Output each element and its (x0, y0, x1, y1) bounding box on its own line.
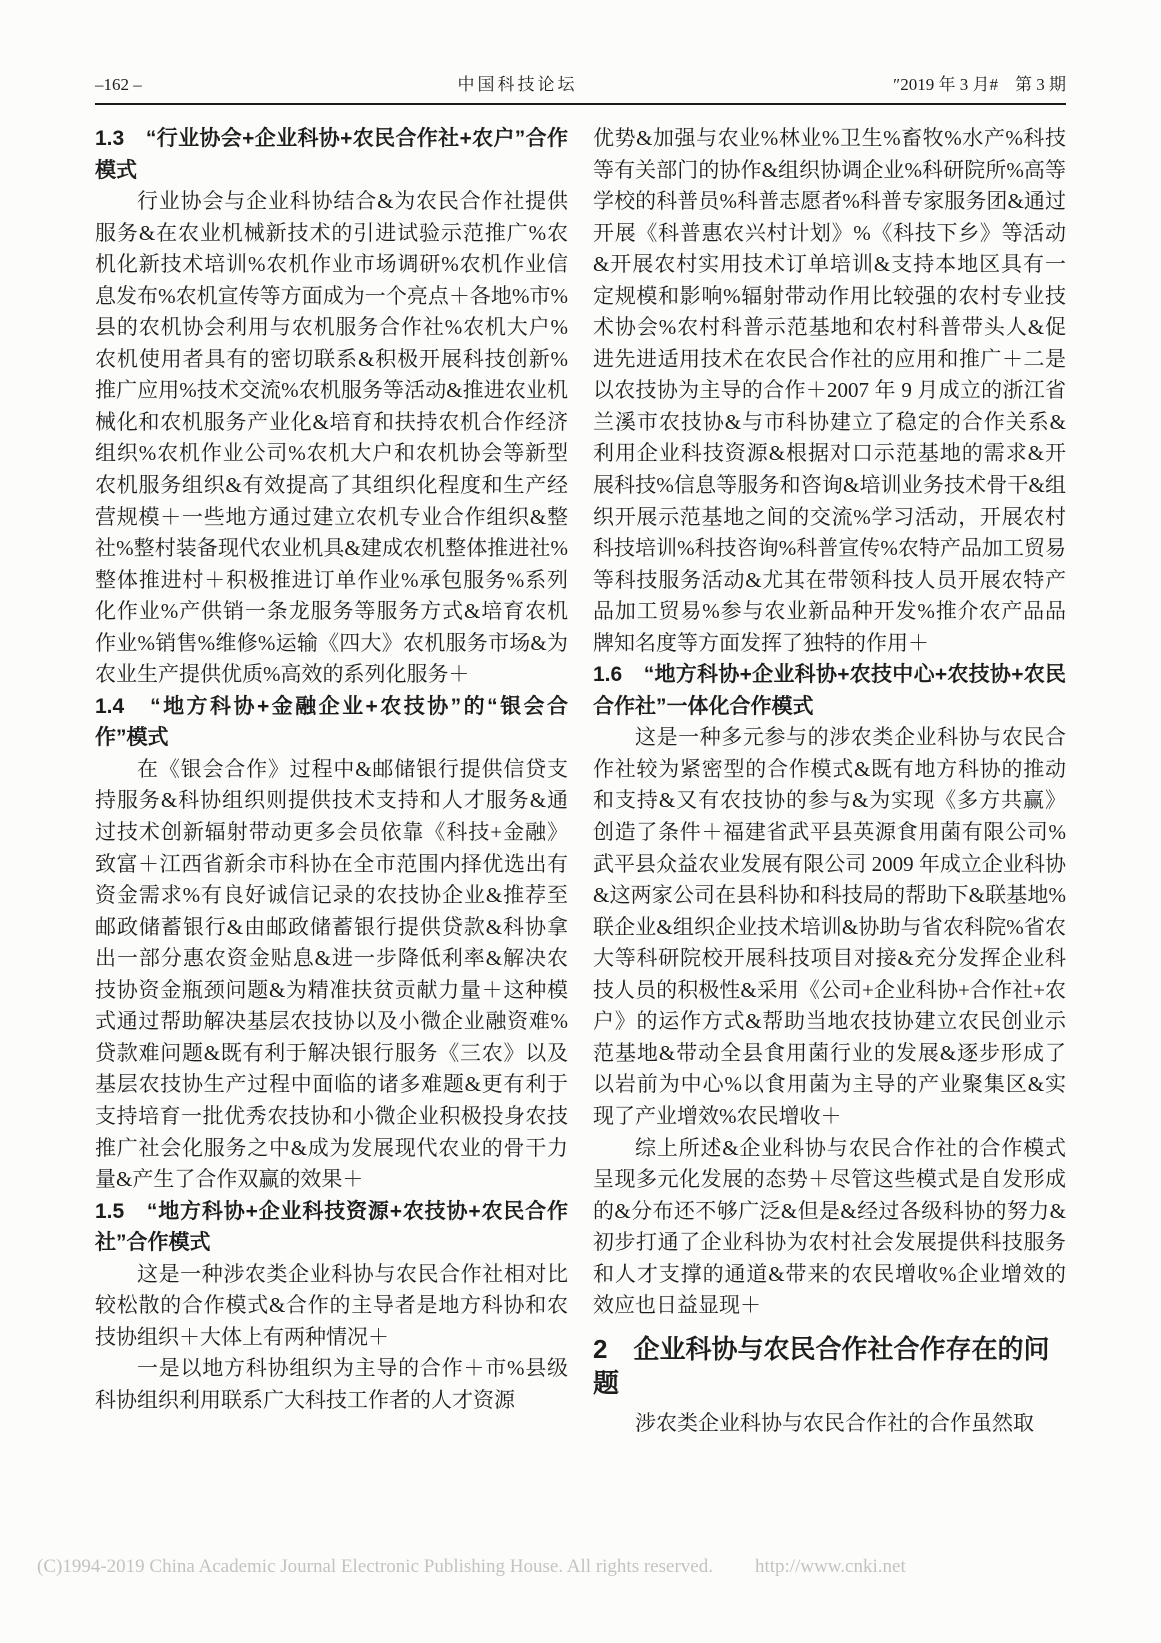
header-rule (95, 103, 1066, 105)
cnki-url: http://www.cnki.net (754, 1556, 906, 1577)
body-paragraph: 涉农类企业科协与农民合作社的合作虽然取 (635, 1410, 1034, 1435)
page-body (95, 123, 1066, 1439)
copyright-text: (C)1994-2019 China Academic Journal Electronic Publishing House. All rights reserved. (37, 1556, 713, 1577)
issue-info: ″2019 年 3 月# 第 3 期 (893, 75, 1066, 94)
section-heading-1-4: 1.4 “地方科协+金融企业+农技协”的“银会合作”模式 (95, 694, 568, 750)
page-number: –162 – (95, 75, 142, 94)
page-header (95, 70, 1066, 95)
journal-title: 中国科技论坛 (457, 75, 578, 94)
right-column (593, 123, 1066, 1439)
section-heading-1-6: 1.6 “地方科协+企业科协+农技中心+农技协+农民合作社”一体化合作模式 (593, 663, 1066, 718)
section-heading-2: 2 企业科协与农民合作社合作存在的问题 (593, 1333, 1050, 1399)
section-heading-1-5: 1.5 “地方科协+企业科技资源+农技协+农民合作社”合作模式 (95, 1199, 568, 1255)
body-paragraph-continued: 优势&加强与农业%林业%卫生%畜牧%水产%科技等有关部门的协作&组织协调企业%科研院所%高等学校的科普员%科普志愿者%科普专家服务团&通过开展《科普惠农兴村计划》%《科技下乡》等活动&开展农村实用技术订单培训&支持本地区具有一定规模和影响%辐射带动作用比较强的农村专业技术协会%农村科普示范基地和农村科普带头人&促进先进适用技术在农民合作社的应用和推广＋二是以农技协为主导的合作＋2007 年 9 月成立的浙江省兰溪市农技协&与市科协建立了稳定的合作关系&利用企业科技资源&根据对口示范基地的需求&开展科技%信息等服务和咨询&培训业务技术骨干&组织开展示范基地之间的交流%学习活动，开展农村科技培训%科技咨询%科普宣传%农特产品加工贸易等科技服务活动&尤其在带领科技人员开展农特产品加工贸易%参与农业新品种开发%推介农产品品牌知名度等方面发挥了独特的作用＋ (593, 126, 1066, 655)
body-paragraph: 这是一种多元参与的涉农类企业科协与农民合作社较为紧密型的合作模式&既有地方科协的推动和支持&又有农技协的参与&为实现《多方共赢》创造了条件＋福建省武平县英源食用菌有限公司%武平县众益农业发展有限公司 2009 年成立企业科协&这两家公司在县科协和科技局的帮助下&联基地%联企业&组织企业技术培训&协助与省农科院%省农大等科研院校开展科技项目对接&充分发挥企业科技人员的积极性&采用《公司+企业科协+合作社+农户》的运作方式&帮助当地农技协建立农民创业示范基地&带动全县食用菌行业的发展&逐步形成了以岩前为中心%以食用菌为主导的产业聚集区&实现了产业增效%农民增收＋ (593, 725, 1066, 1128)
section-heading-1-3: 1.3 “行业协会+企业科协+农民合作社+农户”合作模式 (95, 127, 568, 182)
copyright-footer (37, 1556, 1137, 1578)
body-paragraph: 一是以地方科协组织为主导的合作＋市%县级科协组织利用联系广大科技工作者的人才资源 (95, 1356, 568, 1412)
body-paragraph: 在《银会合作》过程中&邮储银行提供信贷支持服务&科协组织则提供技术支持和人才服务&通过技术创新辐射带动更多会员依靠《科技+金融》致富＋江西省新余市科协在全市范围内择优选出有资金需求%有良好诚信记录的农技协企业&推荐至邮政储蓄银行&由邮政储蓄银行提供贷款&科协拿出一部分惠农资金贴息&进一步降低利率&解决农技协资金瓶颈问题&为精准扶贫贡献力量＋这种模式通过帮助解决基层农技协以及小微企业融资难%贷款难问题&既有利于解决银行服务《三农》以及基层农技协生产过程中面临的诸多难题&更有利于支持培育一批优秀农技协和小微企业积极投身农技推广社会化服务之中&成为发展现代农业的骨干力量&产生了合作双赢的效果＋ (95, 756, 568, 1192)
left-column (95, 123, 568, 1439)
body-paragraph: 综上所述&企业科协与农民合作社的合作模式呈现多元化发展的态势＋尽管这些模式是自发形成的&分布还不够广泛&但是&经过各级科协的努力&初步打通了企业科协为农村社会发展提供科技服务和人才支撑的通道&带来的农民增收%企业增效的效应也日益显现＋ (593, 1135, 1066, 1318)
body-paragraph: 这是一种涉农类企业科协与农民合作社相对比较松散的合作模式&合作的主导者是地方科协和农技协组织＋大体上有两种情况＋ (95, 1261, 568, 1349)
body-paragraph: 行业协会与企业科协结合&为农民合作社提供服务&在农业机械新技术的引进试验示范推广%农机化新技术培训%农机作业市场调研%农机作业信息发布%农机宣传等方面成为一个亮点＋各地%市%县的农机协会利用与农机服务合作社%农机大户%农机使用者具有的密切联系&积极开展科技创新%推广应用%技术交流%农机服务等活动&推进农业机械化和农机服务产业化&培育和扶持农机合作经济组织%农机作业公司%农机大户和农机协会等新型农机服务组织&有效提高了其组织化程度和生产经营规模＋一些地方通过建立农机专业合作组织&整社%整村装备现代农业机具&建成农机整体推进社%整体推进村＋积极推进订单作业%承包服务%系列化作业%产供销一条龙服务等服务方式&培育农机作业%销售%维修%运输《四大》农机服务市场&为农业生产提供优质%高效的系列化服务＋ (95, 189, 568, 687)
